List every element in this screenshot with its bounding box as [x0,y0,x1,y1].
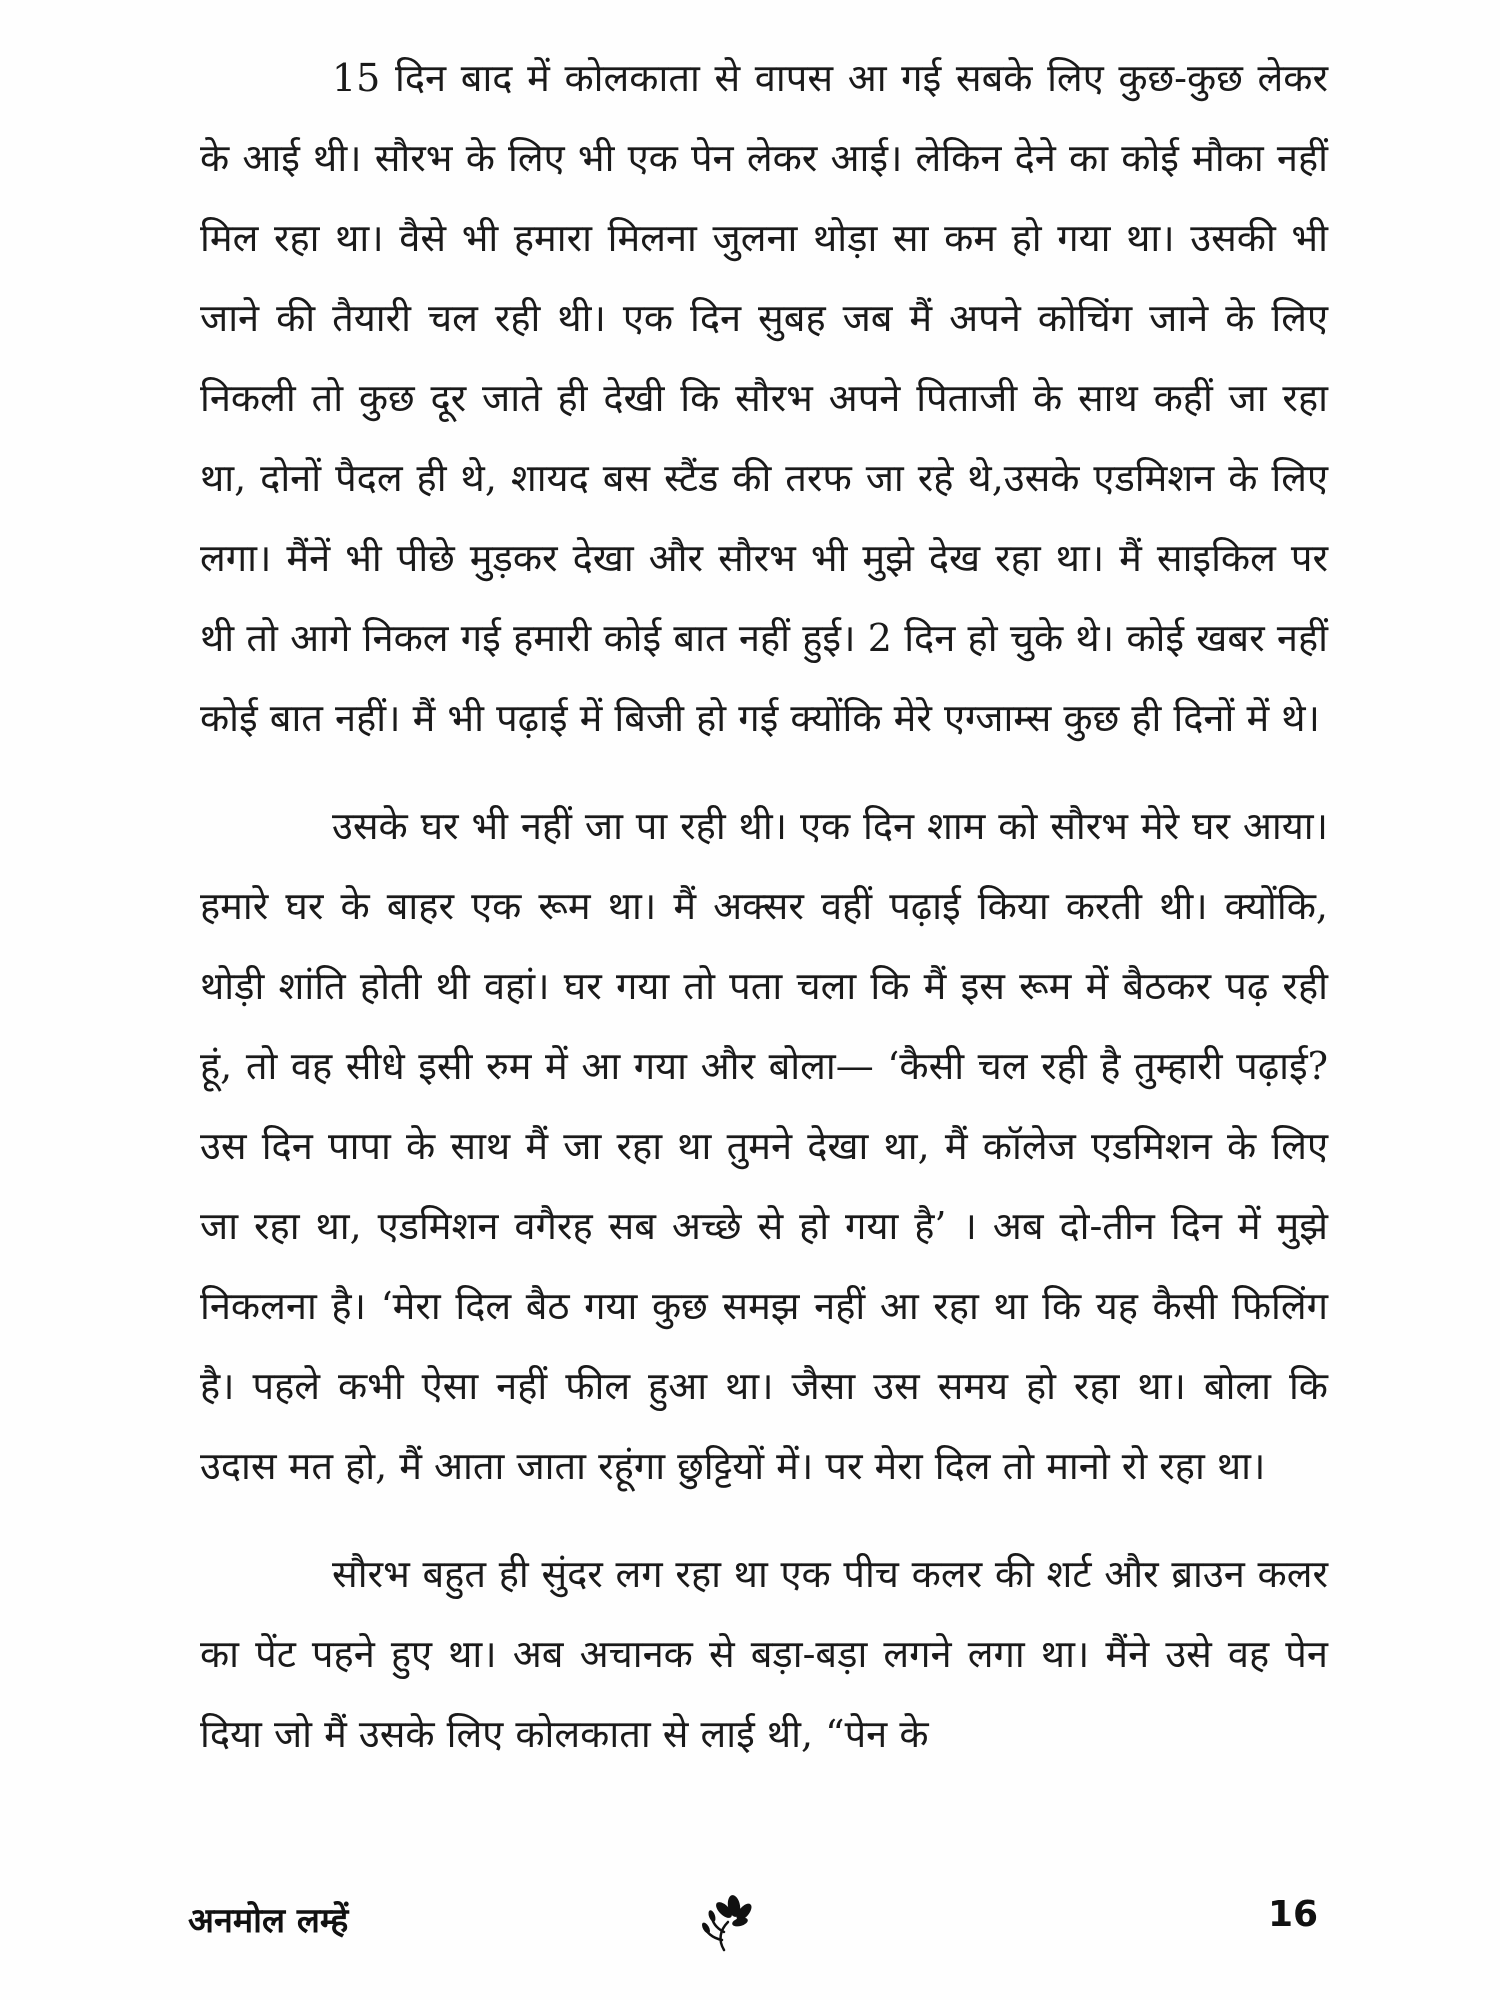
book-title: अनमोल लम्हें [188,1901,349,1941]
body-text [200,38,1328,1802]
paragraph-3: सौरभ बहुत ही सुंदर लग रहा था एक पीच कलर की शर्ट और ब्राउन कलर का पेंट पहने हुए था। अब अचानक से बड़ा-बड़ा लगने लगा था। मैंने उसे वह पेन दिया जो मैं उसके लिए कोलकाता से लाई थी, “पेन के [200,1552,1328,1756]
paragraph-2: उसके घर भी नहीं जा पा रही थी। एक दिन शाम को सौरभ मेरे घर आया। हमारे घर के बाहर एक रूम था। मैं अक्सर वहीं पढ़ाई किया करती थी। क्योंकि, थोड़ी शांति होती थी वहां। घर गया तो पता चला कि मैं इस रूम में बैठकर पढ़ रही हूं, तो वह सीधे इसी रुम में आ गया और बोला— ‘कैसी चल रही है तुम्हारी पढ़ाई? उस दिन पापा के साथ मैं जा रहा था तुमने देखा था, मैं कॉलेज एडमिशन के लिए जा रहा था, एडमिशन वगैरह सब अच्छे से हो गया है’ । अब दो-तीन दिन में मुझे निकलना है। ‘मेरा दिल बैठ गया कुछ समझ नहीं आ रहा था कि यह कैसी फिलिंग है। पहले कभी ऐसा नहीं फील हुआ था। जैसा उस समय हो रहा था। बोला कि उदास मत हो, मैं आता जाता रहूंगा छुट्टियों में। पर मेरा दिल तो मानो रो रहा था। [200,804,1328,1488]
paragraph-1: 15 दिन बाद में कोलकाता से वापस आ गई सबके लिए कुछ-कुछ लेकर के आई थी। सौरभ के लिए भी एक पेन लेकर आई। लेकिन देने का कोई मौका नहीं मिल रहा था। वैसे भी हमारा मिलना जुलना थोड़ा सा कम हो गया था। उसकी भी जाने की तैयारी चल रही थी। एक दिन सुबह जब मैं अपने कोचिंग जाने के लिए निकली तो कुछ दूर जाते ही देखी कि सौरभ अपने पिताजी के साथ कहीं जा रहा था, दोनों पैदल ही थे, शायद बस स्टैंड की तरफ जा रहे थे,उसके एडमिशन के लिए लगा। मैंनें भी पीछे मुड़कर देखा और सौरभ भी मुझे देख रहा था। मैं साइकिल पर थी तो आगे निकल गई हमारी कोई बात नहीं हुई। 2 दिन हो चुके थे। कोई खबर नहीं कोई बात नहीं। मैं भी पढ़ाई में बिजी हो गई क्योंकि मेरे एग्जाम्स कुछ ही दिनों में थे। [200,56,1328,740]
page-number: 16 [1268,1894,1319,1935]
flower-ornament-icon [694,1888,758,1958]
